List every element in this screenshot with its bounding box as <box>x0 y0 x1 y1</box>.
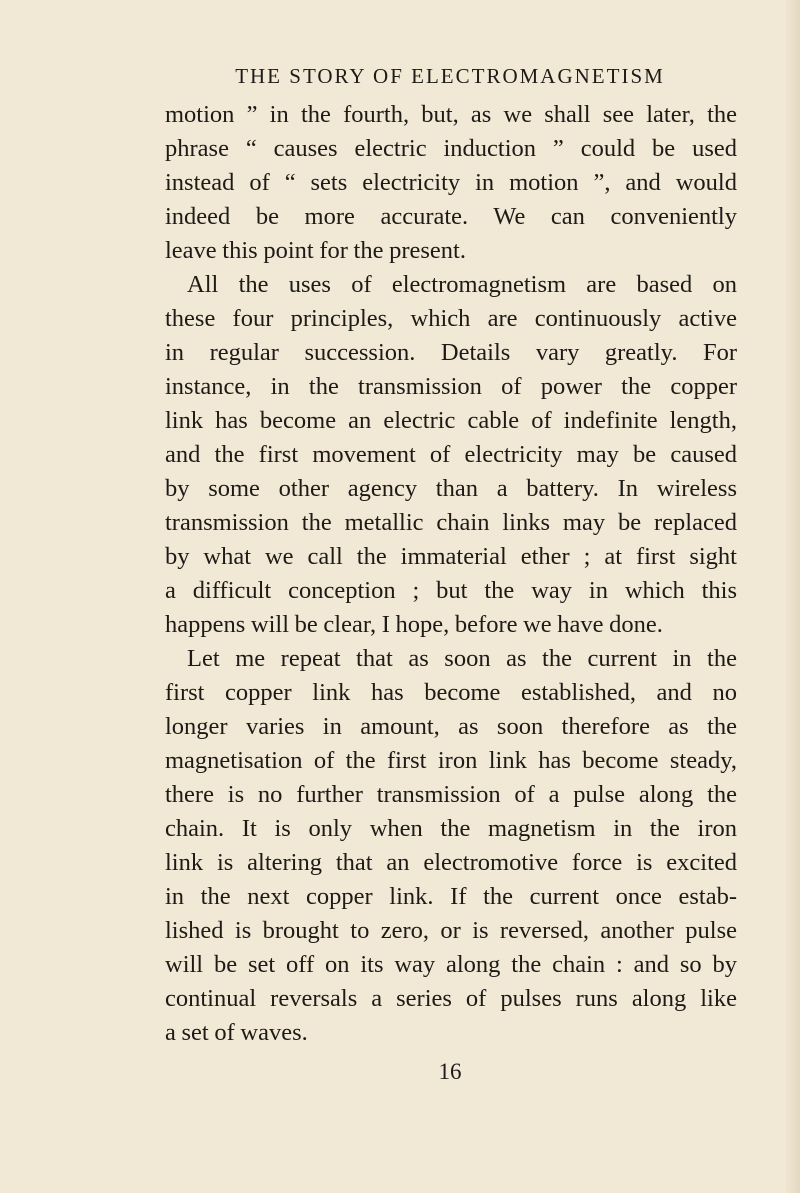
text-line: All the uses of electromagnetism are based on <box>187 271 737 298</box>
text-line: transmission the metallic chain links may be replaced <box>165 509 737 536</box>
page-number: 16 <box>438 1059 462 1084</box>
text-line: continual reversals a series of pulses runs along like <box>165 985 737 1012</box>
text-line: a set of waves. <box>165 1019 308 1046</box>
text-line: a difficult conception ; but the way in which this <box>165 577 737 604</box>
text-line: link has become an electric cable of indefinite length, <box>165 407 737 434</box>
text-line: indeed be more accurate. We can conveniently <box>165 203 737 230</box>
body-text <box>165 98 737 1050</box>
text-line: there is no further transmission of a pulse along the <box>165 781 737 808</box>
text-line: by what we call the immaterial ether ; at first sight <box>165 543 737 570</box>
text-line: these four principles, which are continuously active <box>165 305 737 332</box>
text-line: Let me repeat that as soon as the current in the <box>187 645 737 672</box>
text-line: link is altering that an electromotive force is excited <box>165 849 737 876</box>
text-line: happens will be clear, I hope, before we have done. <box>165 611 663 638</box>
text-line: by some other agency than a battery. In wireless <box>165 475 737 502</box>
text-line: leave this point for the present. <box>165 237 466 264</box>
text-line: magnetisation of the first iron link has become steady, <box>165 747 737 774</box>
text-line: in regular succession. Details vary greatly. For <box>165 339 737 366</box>
text-line: motion ” in the fourth, but, as we shall see later, the <box>165 101 737 128</box>
text-line: instance, in the transmission of power the copper <box>165 373 737 400</box>
running-header: THE STORY OF ELECTROMAGNETISM <box>235 64 665 88</box>
text-line: instead of “ sets electricity in motion ”, and would <box>165 169 737 196</box>
text-line: lished is brought to zero, or is reversed, another pulse <box>165 917 737 944</box>
text-line: phrase “ causes electric induction ” could be used <box>165 135 737 162</box>
text-line: will be set off on its way along the chain : and so by <box>165 951 737 978</box>
page-edge <box>786 0 800 1193</box>
text-line: longer varies in amount, as soon therefore as the <box>165 713 737 740</box>
text-line: and the first movement of electricity may be caused <box>165 441 737 468</box>
text-line: first copper link has become established, and no <box>165 679 737 706</box>
text-line: chain. It is only when the magnetism in the iron <box>165 815 737 842</box>
text-line: in the next copper link. If the current once estab- <box>165 883 737 910</box>
